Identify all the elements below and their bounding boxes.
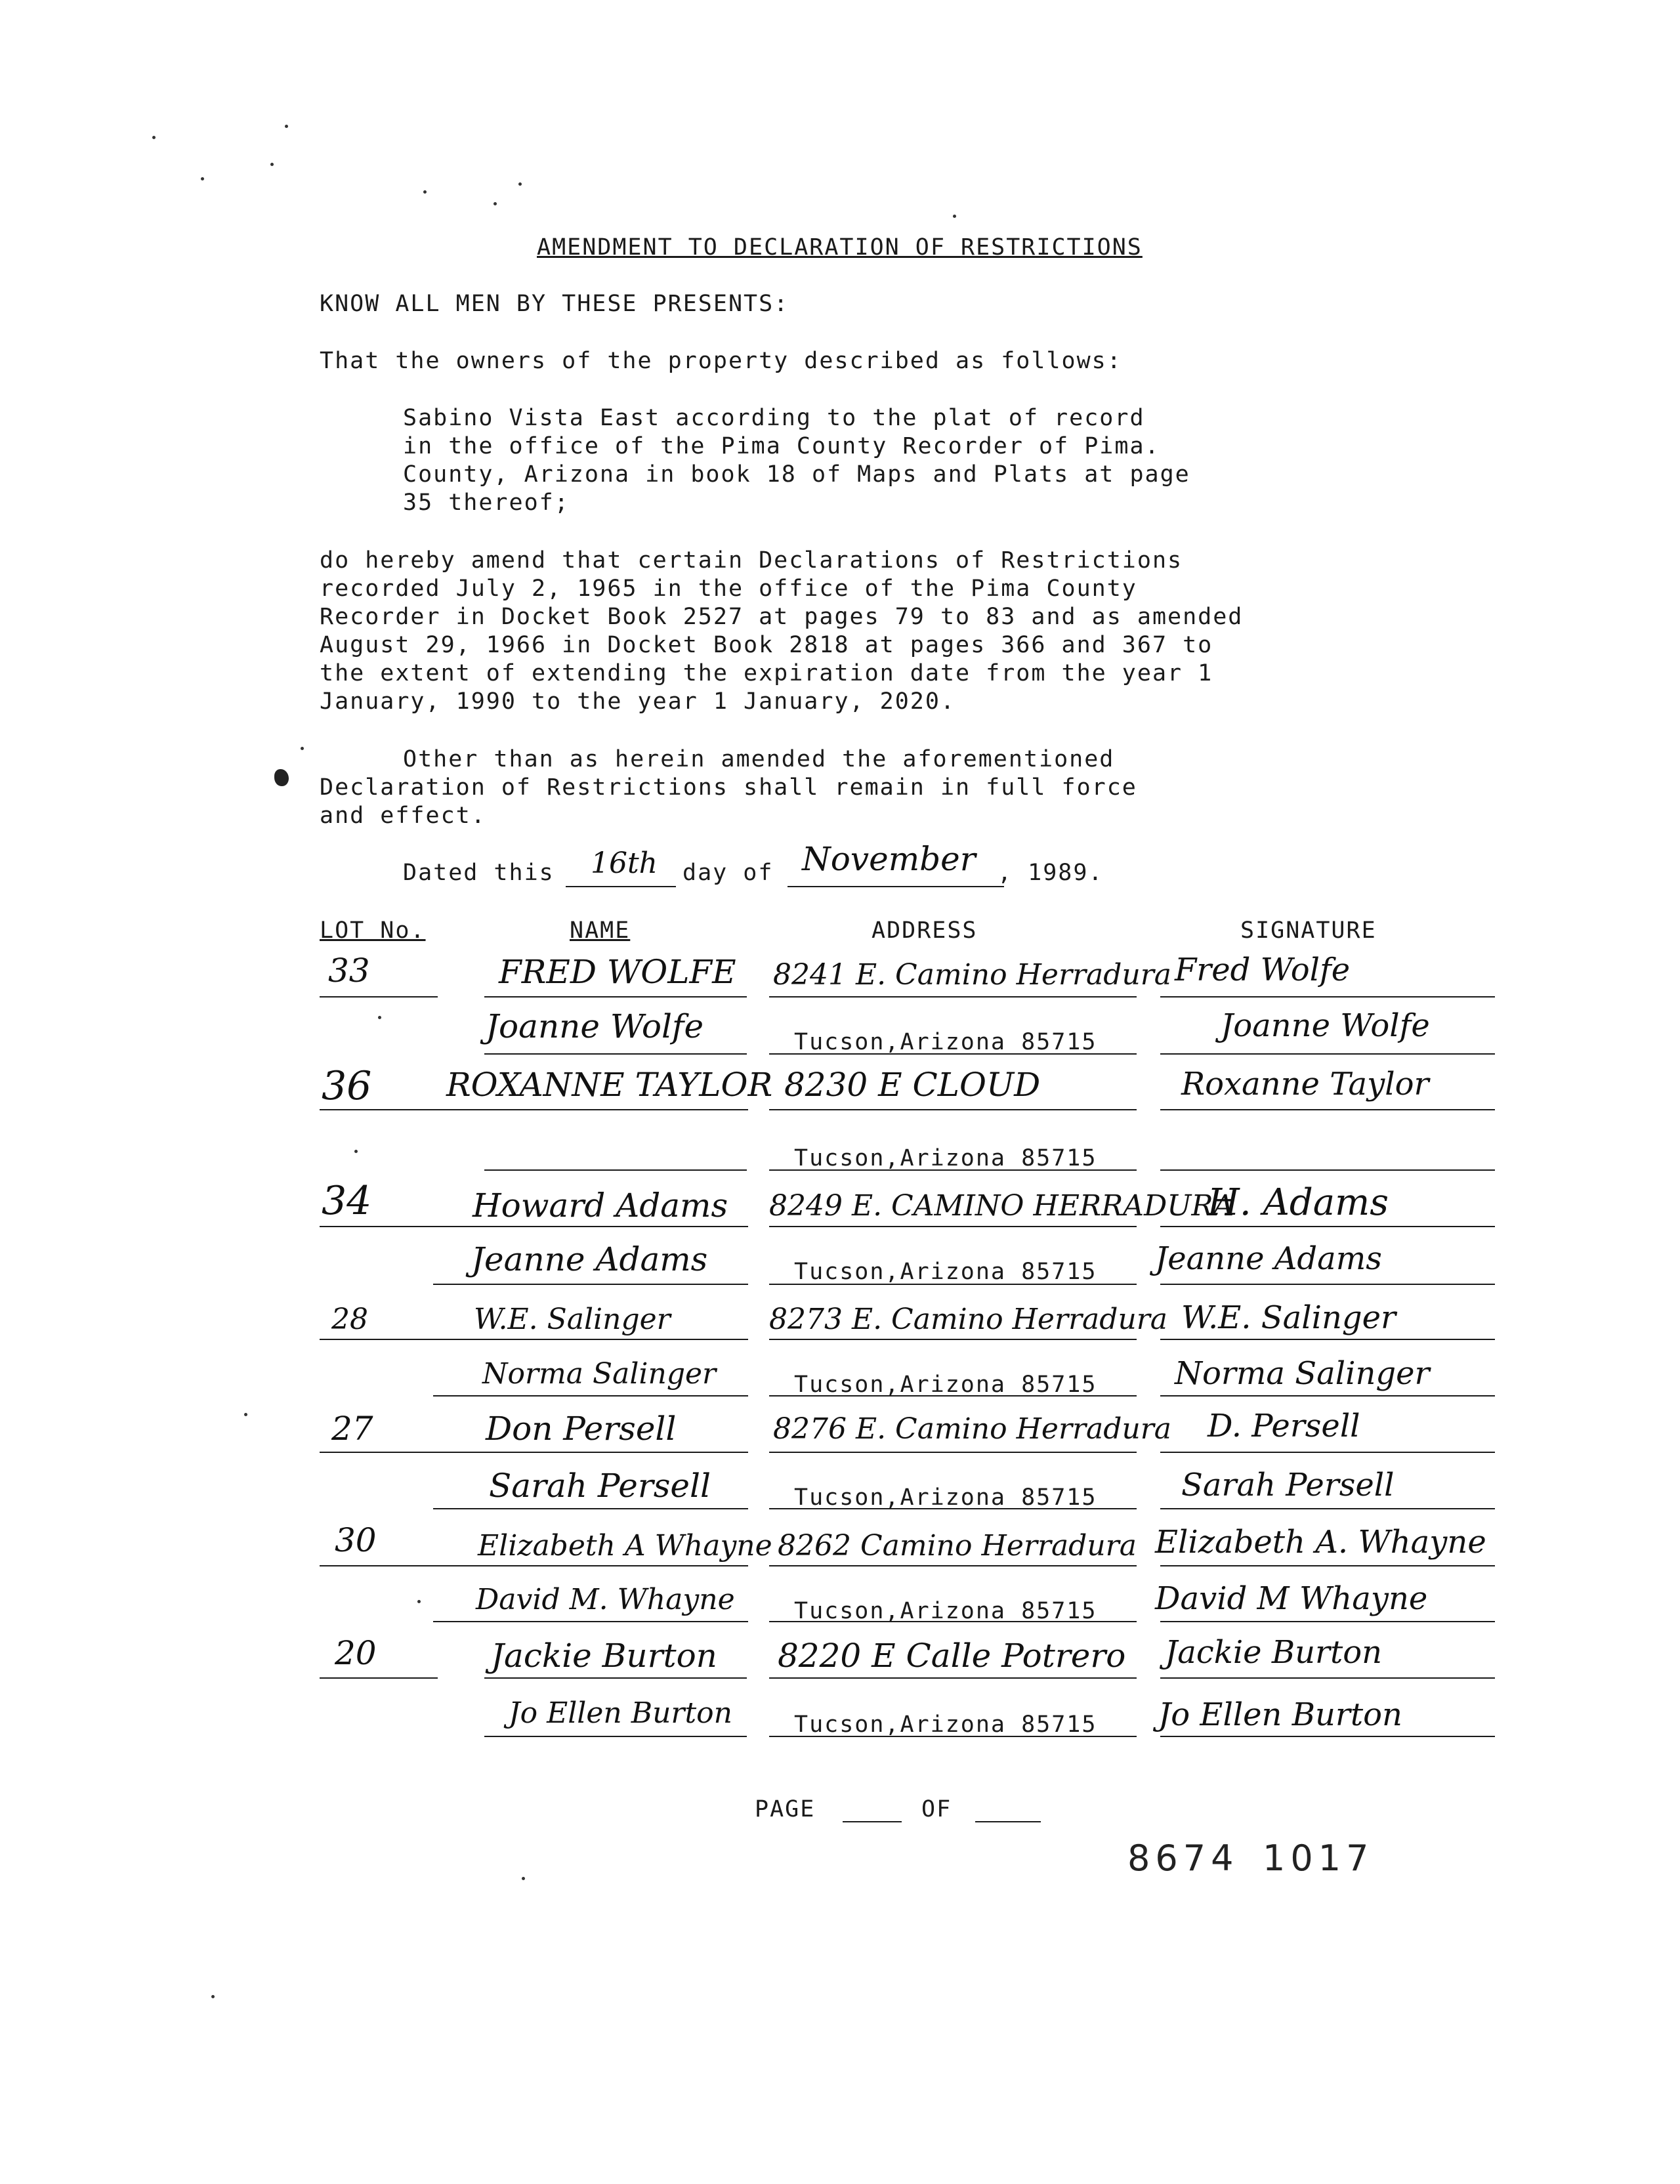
lot-cell: 36 xyxy=(322,1063,372,1109)
scan-speck xyxy=(301,747,304,750)
scan-speck xyxy=(423,190,427,194)
address-cell: Tucson,Arizona 85715 xyxy=(794,1598,1097,1624)
lot-cell: 20 xyxy=(335,1634,377,1672)
property-line: in the office of the Pima County Recorder of Pima. xyxy=(403,433,1160,459)
amend-line: do hereby amend that certain Declarations of Restrictions xyxy=(320,547,1183,574)
address-underline xyxy=(769,1169,1137,1171)
page-blank xyxy=(843,1821,902,1822)
address-cell: 8241 E. Camino Herradura xyxy=(773,958,1172,992)
lot-cell: 33 xyxy=(328,952,370,990)
signature-cell: Norma Salinger xyxy=(1175,1355,1430,1392)
page-label: PAGE xyxy=(755,1796,816,1822)
name-underline xyxy=(484,1053,747,1055)
name-cell: Joanne Wolfe xyxy=(486,1007,704,1045)
address-header: ADDRESS xyxy=(872,917,978,944)
lot-underline xyxy=(320,996,438,998)
signature-cell: Fred Wolfe xyxy=(1175,952,1351,988)
signature-cell: Jackie Burton xyxy=(1165,1634,1383,1671)
signature-cell: W.E. Salinger xyxy=(1181,1299,1396,1336)
name-cell: Don Persell xyxy=(486,1410,677,1448)
page-number: 1017 xyxy=(1263,1838,1374,1879)
signature-underline xyxy=(1160,1053,1495,1055)
amend-line: recorded July 2, 1965 in the office of the Pima County xyxy=(320,576,1137,602)
other-line: Declaration of Restrictions shall remain in full force xyxy=(320,774,1137,801)
address-cell: Tucson,Arizona 85715 xyxy=(794,1484,1097,1511)
scan-speck xyxy=(285,125,288,128)
name-cell: Jo Ellen Burton xyxy=(509,1696,732,1730)
name-cell: ROXANNE TAYLOR xyxy=(446,1066,773,1104)
signature-cell: David M Whayne xyxy=(1155,1580,1428,1617)
scan-speck xyxy=(518,182,522,186)
other-line: Other than as herein amended the aforementioned xyxy=(403,746,1115,772)
scan-speck xyxy=(953,215,956,218)
other-line: and effect. xyxy=(320,803,486,829)
address-cell: 8249 E. CAMINO HERRADURA xyxy=(769,1189,1234,1223)
address-underline xyxy=(769,1339,1137,1340)
amend-line: January, 1990 to the year 1 January, 2020. xyxy=(320,688,956,715)
name-underline xyxy=(484,1736,747,1737)
signature-cell: Joanne Wolfe xyxy=(1221,1007,1430,1044)
of-label: OF xyxy=(921,1796,952,1822)
signature-underline xyxy=(1160,1226,1495,1227)
signature-underline xyxy=(1160,1736,1495,1737)
address-underline xyxy=(769,1508,1137,1509)
dated-month: November xyxy=(802,840,976,878)
amend-line: the extent of extending the expiration date from the year 1 xyxy=(320,660,1213,686)
signature-underline xyxy=(1160,1284,1495,1285)
document-title: AMENDMENT TO DECLARATION OF RESTRICTIONS xyxy=(537,234,1143,261)
docket-number: 8674 xyxy=(1127,1838,1239,1879)
address-cell: 8262 Camino Herradura xyxy=(778,1529,1137,1563)
lot-cell: 30 xyxy=(335,1521,377,1559)
address-cell: 8230 E CLOUD xyxy=(784,1066,1041,1104)
lot-underline xyxy=(320,1226,438,1227)
name-cell: Elizabeth A Whayne xyxy=(478,1529,772,1563)
signature-cell: Jeanne Adams xyxy=(1155,1240,1382,1277)
ink-blot xyxy=(274,769,289,786)
lot-underline xyxy=(320,1339,438,1340)
address-cell: Tucson,Arizona 85715 xyxy=(794,1372,1097,1398)
address-underline xyxy=(769,1284,1137,1285)
lot-underline xyxy=(320,1565,438,1566)
signature-cell: Sarah Persell xyxy=(1181,1467,1395,1503)
name-cell: Sarah Persell xyxy=(489,1467,711,1505)
name-underline xyxy=(433,1284,748,1285)
scan-speck xyxy=(378,1016,381,1019)
name-underline xyxy=(433,1395,748,1396)
scan-speck xyxy=(270,163,274,166)
address-cell: Tucson,Arizona 85715 xyxy=(794,1145,1097,1171)
dated-suffix: , 1989. xyxy=(998,860,1104,886)
dated-mid: day of xyxy=(682,860,774,886)
signature-underline xyxy=(1160,1339,1495,1340)
signature-underline xyxy=(1160,1621,1495,1622)
signature-cell: Jo Ellen Burton xyxy=(1158,1696,1402,1733)
property-line: County, Arizona in book 18 of Maps and Plats at page xyxy=(403,461,1190,488)
scan-speck xyxy=(494,202,497,205)
address-underline xyxy=(769,1452,1137,1453)
name-cell: Jeanne Adams xyxy=(471,1240,708,1278)
dated-prefix: Dated this xyxy=(403,860,555,886)
signature-cell: H. Adams xyxy=(1208,1181,1389,1224)
address-underline xyxy=(769,1053,1137,1055)
signature-underline xyxy=(1160,1565,1495,1566)
signature-header: SIGNATURE xyxy=(1240,917,1377,944)
scan-speck xyxy=(522,1877,525,1880)
signature-underline xyxy=(1160,1169,1495,1171)
address-underline xyxy=(769,1109,1137,1110)
name-underline xyxy=(484,1169,747,1171)
amend-line: Recorder in Docket Book 2527 at pages 79 to 83 and as amended xyxy=(320,604,1244,630)
signature-underline xyxy=(1160,1508,1495,1509)
name-underline xyxy=(484,996,747,998)
lot-cell: 28 xyxy=(331,1303,368,1336)
property-line: Sabino Vista East according to the plat of record xyxy=(403,405,1145,431)
name-cell: Jackie Burton xyxy=(491,1637,717,1675)
lot-underline xyxy=(320,1452,438,1453)
address-cell: 8273 E. Camino Herradura xyxy=(769,1303,1168,1336)
property-line: 35 thereof; xyxy=(403,490,570,516)
address-cell: Tucson,Arizona 85715 xyxy=(794,1259,1097,1285)
scan-speck xyxy=(417,1600,421,1603)
signature-underline xyxy=(1160,996,1495,998)
name-underline xyxy=(433,1339,748,1340)
lot-header: LOT No. xyxy=(320,917,426,944)
lot-cell: 34 xyxy=(322,1178,372,1224)
scan-speck xyxy=(152,136,156,139)
address-underline xyxy=(769,1736,1137,1737)
address-cell: Tucson,Arizona 85715 xyxy=(794,1712,1097,1738)
lot-underline xyxy=(320,1109,438,1110)
name-underline xyxy=(433,1452,748,1453)
signature-cell: Elizabeth A. Whayne xyxy=(1155,1524,1486,1561)
address-underline xyxy=(769,1565,1137,1566)
name-cell: W.E. Salinger xyxy=(474,1303,671,1336)
address-cell: Tucson,Arizona 85715 xyxy=(794,1029,1097,1055)
scan-speck xyxy=(201,177,204,180)
address-underline xyxy=(769,1226,1137,1227)
name-underline xyxy=(433,1508,748,1509)
address-cell: 8276 E. Camino Herradura xyxy=(773,1412,1172,1446)
name-underline xyxy=(433,1565,748,1566)
signature-underline xyxy=(1160,1109,1495,1110)
name-underline xyxy=(433,1621,748,1622)
name-underline xyxy=(433,1226,748,1227)
dated-day: 16th xyxy=(591,847,658,880)
name-header: NAME xyxy=(570,917,631,944)
lot-underline xyxy=(320,1677,438,1679)
name-cell: David M. Whayne xyxy=(476,1583,735,1616)
lot-cell: 27 xyxy=(331,1410,373,1448)
scan-speck xyxy=(211,1995,215,1998)
scan-speck xyxy=(354,1150,358,1153)
signature-cell: D. Persell xyxy=(1208,1408,1360,1444)
address-underline xyxy=(769,1677,1137,1679)
of-blank xyxy=(975,1821,1041,1822)
salutation: KNOW ALL MEN BY THESE PRESENTS: xyxy=(320,291,789,317)
signature-underline xyxy=(1160,1452,1495,1453)
dated-month-underline xyxy=(788,886,1004,887)
name-cell: FRED WOLFE xyxy=(499,953,736,991)
scan-speck xyxy=(244,1413,247,1416)
intro-line: That the owners of the property described as follows: xyxy=(320,348,1122,374)
address-cell: 8220 E Calle Potrero xyxy=(778,1637,1126,1675)
amend-line: August 29, 1966 in Docket Book 2818 at pages 366 and 367 to xyxy=(320,632,1213,658)
signature-cell: Roxanne Taylor xyxy=(1181,1066,1429,1102)
dated-day-underline xyxy=(566,886,676,887)
name-cell: Norma Salinger xyxy=(482,1357,717,1391)
address-underline xyxy=(769,996,1137,998)
name-cell: Howard Adams xyxy=(472,1186,728,1225)
signature-underline xyxy=(1160,1677,1495,1679)
address-underline xyxy=(769,1395,1137,1396)
name-underline xyxy=(484,1677,747,1679)
name-underline xyxy=(433,1109,748,1110)
signature-underline xyxy=(1160,1395,1495,1396)
address-underline xyxy=(769,1621,1137,1622)
